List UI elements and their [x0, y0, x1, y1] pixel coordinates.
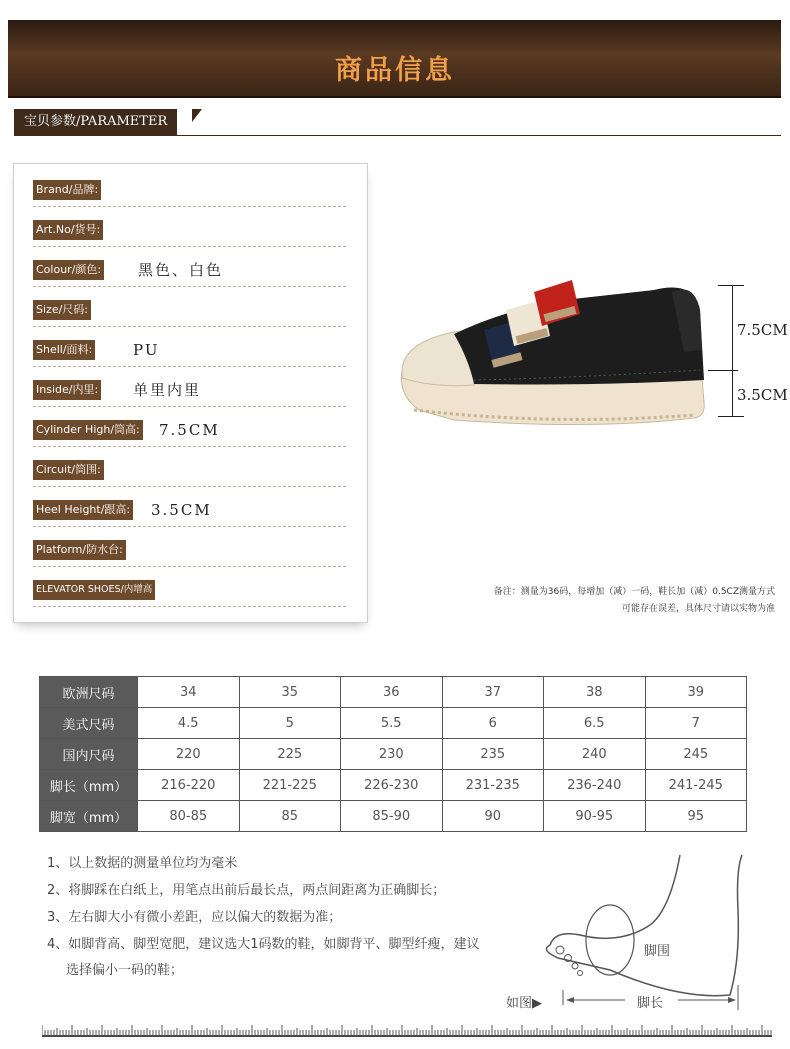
girth-label: 脚围	[644, 944, 671, 959]
table-cell: 90-95	[544, 801, 646, 832]
table-cell: 35	[239, 677, 341, 708]
table-cell: 225	[239, 739, 341, 770]
table-cell: 5	[239, 708, 341, 739]
table-cell: 4.5	[138, 708, 240, 739]
param-value: PU	[133, 341, 160, 359]
table-cell: 6.5	[544, 708, 646, 739]
size-table	[39, 676, 747, 832]
parameter-tab: 宝贝参数/PARAMETER	[14, 109, 177, 135]
table-cell: 236-240	[544, 770, 646, 801]
foot-diagram	[480, 850, 780, 1015]
note-line-2: 可能存在误差，具体尺寸请以实物为准	[621, 604, 775, 614]
dimension-tick	[718, 416, 744, 417]
param-value: 单里内里	[133, 381, 202, 399]
param-value: 7.5CM	[159, 421, 220, 439]
banner-title: 商品信息	[335, 55, 455, 86]
table-cell: 230	[341, 739, 443, 770]
row-header: 脚长（mm）	[40, 770, 138, 801]
table-row	[40, 677, 747, 708]
parameter-box	[13, 163, 368, 623]
dashed-divider	[33, 606, 346, 607]
table-cell: 95	[645, 801, 747, 832]
table-cell: 226-230	[341, 770, 443, 801]
table-cell: 36	[341, 677, 443, 708]
table-cell: 85	[239, 801, 341, 832]
param-value: 3.5CM	[151, 501, 212, 519]
param-label: Art.No/货号:	[33, 220, 103, 240]
param-label: Platform/防水台:	[33, 540, 126, 560]
dimension-line	[732, 285, 733, 416]
table-cell: 34	[138, 677, 240, 708]
row-header: 脚宽（mm）	[40, 801, 138, 832]
table-cell: 37	[442, 677, 544, 708]
param-label: Circuit/筒围:	[33, 460, 104, 480]
table-cell: 240	[544, 739, 646, 770]
table-cell: 245	[645, 739, 747, 770]
param-label: Brand/品牌:	[33, 180, 101, 200]
param-label: Cylinder High/筒高:	[33, 420, 143, 440]
row-header: 欧洲尺码	[40, 677, 138, 708]
table-cell: 39	[645, 677, 747, 708]
param-row-shell	[33, 326, 346, 366]
section-divider	[14, 135, 781, 136]
row-header: 美式尺码	[40, 708, 138, 739]
table-cell: 6	[442, 708, 544, 739]
param-label: Inside/内里:	[33, 380, 101, 400]
param-row-platform	[33, 526, 346, 566]
row-header: 国内尺码	[40, 739, 138, 770]
param-row-elevator	[33, 566, 346, 606]
tip-1: 1、以上数据的测量单位均为毫米	[47, 856, 238, 871]
param-row-cylinder-high	[33, 406, 346, 446]
upper-height-label: 7.5CM	[737, 321, 788, 339]
table-cell: 38	[544, 677, 646, 708]
table-row	[40, 801, 747, 832]
tip-2: 2、将脚踩在白纸上，用笔点出前后最长点，两点间距离为正确脚长；	[47, 883, 446, 898]
length-label: 脚长	[637, 996, 664, 1011]
shoe-image	[394, 270, 714, 440]
param-row-brand	[33, 166, 346, 206]
param-label: Heel Height/跟高:	[33, 500, 133, 520]
table-cell: 5.5	[341, 708, 443, 739]
table-row	[40, 739, 747, 770]
table-row	[40, 770, 747, 801]
param-row-heel-height	[33, 486, 346, 526]
param-row-colour	[33, 246, 346, 286]
dimension-tick	[708, 370, 738, 371]
table-cell: 80-85	[138, 801, 240, 832]
param-label: Size/尺码:	[33, 300, 91, 320]
tip-4-continued: 选择偏小一码的鞋；	[66, 963, 184, 978]
ruler-decoration	[42, 1022, 772, 1034]
tip-4: 4、如脚背高、脚型宽肥，建议选大1码数的鞋，如脚背平、脚型纤瘦，建议	[47, 937, 480, 952]
table-cell: 221-225	[239, 770, 341, 801]
table-row	[40, 708, 747, 739]
table-cell: 216-220	[138, 770, 240, 801]
sole-height-label: 3.5CM	[737, 386, 788, 404]
param-row-size	[33, 286, 346, 326]
table-cell: 7	[645, 708, 747, 739]
table-cell: 90	[442, 801, 544, 832]
param-label: Colour/颜色:	[33, 260, 104, 280]
param-label: ELEVATOR SHOES/内增高	[33, 580, 155, 600]
diagram-caption: 如图▶	[506, 996, 542, 1011]
note-line-1: 备注：测量为36码，每增加（减）一码，鞋长加（减）0.5CZ测量方式	[493, 587, 775, 597]
table-cell: 85-90	[341, 801, 443, 832]
table-cell: 235	[442, 739, 544, 770]
param-row-inside	[33, 366, 346, 406]
table-cell: 241-245	[645, 770, 747, 801]
param-value: 黑色、白色	[138, 261, 224, 279]
param-label: Shell/面料:	[33, 340, 95, 360]
param-row-art-no	[33, 206, 346, 246]
tab-arrow-decoration	[192, 109, 202, 122]
tip-3: 3、左右脚大小有微小差距，应以偏大的数据为准；	[47, 910, 342, 925]
dimension-tick	[718, 285, 744, 286]
table-cell: 220	[138, 739, 240, 770]
param-row-circuit	[33, 446, 346, 486]
table-cell: 231-235	[442, 770, 544, 801]
